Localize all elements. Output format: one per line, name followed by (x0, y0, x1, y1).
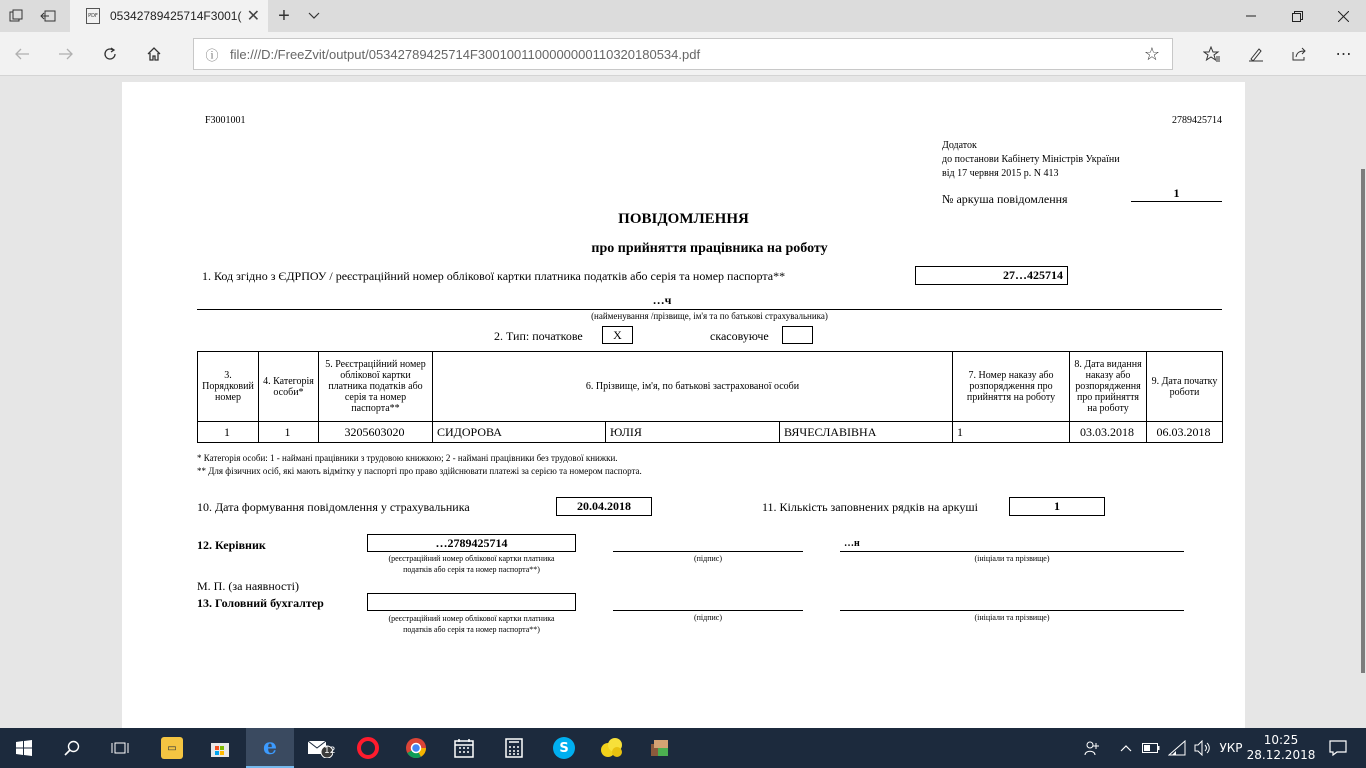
row-order-date: 03.03.2018 (1070, 422, 1147, 443)
more-icon[interactable]: ⋯ (1335, 46, 1353, 63)
favorites-icon[interactable] (1196, 38, 1228, 70)
date-box: 20.04.2018 (556, 497, 652, 516)
rows-count-box: 1 (1009, 497, 1105, 516)
form-code: F3001001 (205, 115, 246, 126)
windows-start-icon[interactable] (0, 728, 48, 768)
row-order-no: 1 (953, 422, 1070, 443)
type-label: 2. Тип: початкове (494, 329, 583, 343)
type-cancel-label: скасовуюче (710, 329, 769, 343)
addendum-line1: Додаток (942, 140, 977, 151)
type-cancel-box (782, 326, 813, 344)
store-icon[interactable] (196, 728, 244, 768)
language-indicator[interactable]: УКР (1219, 741, 1243, 755)
forward-icon[interactable] (50, 38, 82, 70)
pen-icon[interactable] (1240, 38, 1272, 70)
opera-icon[interactable] (344, 728, 392, 768)
header-cell: 3. Порядковий номер (198, 352, 259, 422)
calculator-icon[interactable] (490, 728, 538, 768)
director-signature-line (613, 551, 803, 552)
top-right-code: 2789425714 (1172, 115, 1222, 126)
field11-label: 11. Кількість заповнених рядків на аркуші (762, 500, 978, 514)
row-category: 1 (259, 422, 319, 443)
back-icon[interactable] (6, 38, 38, 70)
header-cell: 4. Категорія особи* (259, 352, 319, 422)
insurer-name: …ч (652, 293, 672, 307)
field1-label: 1. Код згідно з ЄДРПОУ / реєстраційний номер облікової картки платника податків або серія та номер паспорта** (202, 269, 786, 283)
edrpou-box: 27…425714 (915, 266, 1068, 285)
row-tax-id: 3205603020 (319, 422, 433, 443)
accountant-id-caption: (реєстраційний номер облікової картки платника податків або серія та номер паспорта**) (388, 614, 555, 634)
tab-title: 05342789425714F3001( (110, 9, 242, 23)
calendar-icon[interactable] (440, 728, 488, 768)
pdf-icon: PDF (86, 8, 100, 24)
tab-manager-icon[interactable] (0, 0, 32, 32)
notifications-icon[interactable] (1318, 728, 1358, 768)
sheet-number: 1 (1173, 186, 1180, 200)
minimize-icon[interactable] (1228, 0, 1274, 32)
title-bar (0, 0, 1366, 32)
table-row (198, 422, 1223, 443)
pdf-viewer[interactable] (0, 77, 1366, 728)
clock-time: 10:25 (1263, 733, 1299, 747)
director-id-caption: (реєстраційний номер облікової картки платника податків або серія та номер паспорта**) (388, 554, 555, 574)
header-cell: 6. Прізвище, ім'я, по батькові застрахованої особи (433, 352, 953, 422)
document-title: ПОВІДОМЛЕННЯ (618, 211, 749, 227)
row-patronymic: ВЯЧЕСЛАВІВНА (780, 422, 953, 443)
people-icon[interactable] (1080, 728, 1104, 768)
insurer-name-line (197, 309, 1222, 310)
accountant-label: 13. Головний бухгалтер (197, 596, 324, 610)
director-id-box: …2789425714 (367, 534, 576, 552)
director-label: 12. Керівник (197, 538, 266, 552)
new-tab-icon[interactable]: + (278, 4, 290, 27)
insurer-caption: (найменування /прізвище, ім'я та по батькові страхувальника) (591, 311, 828, 321)
director-initials-caption: (ініціали та прізвище) (974, 554, 1050, 563)
type-initial-box: X (602, 326, 633, 344)
header-cell: 8. Дата видання наказу або розпорядження про прийняття на роботу (1070, 352, 1147, 422)
network-icon[interactable] (1165, 728, 1189, 768)
row-start-date: 06.03.2018 (1147, 422, 1223, 443)
tab-pdf[interactable] (70, 0, 268, 32)
document-subtitle: про прийняття працівника на роботу (591, 241, 828, 256)
mail-badge: 12 (324, 746, 336, 756)
director-signature-caption: (підпис) (693, 554, 722, 563)
accountant-signature-line (613, 610, 803, 611)
scrollbar[interactable] (1361, 169, 1365, 673)
sheet-number-line (1131, 201, 1222, 202)
footnote-1: * Категорія особи: 1 - наймані працівники з трудовою книжкою; 2 - наймані працівники без трудової книжки. (197, 453, 618, 463)
clock-date: 28.12.2018 (1246, 748, 1316, 762)
volume-icon[interactable] (1191, 728, 1215, 768)
address-bar[interactable] (193, 38, 1173, 70)
refresh-icon[interactable] (94, 38, 126, 70)
header-cell: 7. Номер наказу або розпорядження про прийняття на роботу (953, 352, 1070, 422)
battery-icon[interactable] (1139, 728, 1163, 768)
sheet-label: № аркуша повідомлення (942, 192, 1068, 206)
restore-icon[interactable] (1274, 0, 1320, 32)
close-window-icon[interactable] (1320, 0, 1366, 32)
share-icon[interactable] (1283, 38, 1315, 70)
chrome-icon[interactable] (392, 728, 440, 768)
file-explorer-icon[interactable]: ▭ (148, 728, 196, 768)
home-icon[interactable] (138, 38, 170, 70)
close-tab-icon[interactable]: ✕ (246, 8, 260, 25)
set-tabs-aside-icon[interactable] (32, 0, 64, 32)
taskbar (0, 728, 1366, 768)
chevron-up-icon[interactable] (1115, 728, 1137, 768)
accountant-id-box (367, 593, 576, 611)
clock[interactable] (1246, 728, 1316, 768)
header-cell: 9. Дата початку роботи (1147, 352, 1223, 422)
field10-label: 10. Дата формування повідомлення у страхувальника (197, 500, 470, 514)
director-name-line (840, 551, 1184, 552)
table-header-row (198, 352, 1223, 422)
accountant-initials-caption: (ініціали та прізвище) (974, 613, 1050, 622)
task-view-icon[interactable] (96, 728, 144, 768)
footnote-2: ** Для фізичних осіб, які мають відмітку у паспорті про право здійснювати платежі за серією та номером паспорта. (197, 466, 642, 476)
edge-icon[interactable]: e (246, 728, 294, 768)
pdf-page (122, 82, 1245, 728)
row-first-name: ЮЛІЯ (606, 422, 780, 443)
accountant-signature-caption: (підпис) (693, 613, 722, 622)
search-icon[interactable] (48, 728, 96, 768)
info-icon[interactable]: ⓘ (205, 47, 219, 63)
row-num: 1 (198, 422, 259, 443)
app-archive-icon[interactable] (636, 728, 684, 768)
header-cell: 5. Реєстраційний номер облікової картки платника податків або серія та номер паспорта** (319, 352, 433, 422)
chevron-down-icon[interactable] (298, 0, 330, 32)
addendum-line3: від 17 червня 2015 р. N 413 (942, 168, 1059, 179)
star-icon[interactable]: ☆ (1143, 44, 1160, 64)
accountant-name-line (840, 610, 1184, 611)
employees-table (197, 351, 1223, 443)
url-input[interactable] (230, 47, 1130, 62)
director-name: …н (844, 538, 860, 549)
skype-icon[interactable]: S (540, 728, 588, 768)
addendum-line2: до постанови Кабінету Міністрів України (942, 154, 1120, 165)
mail-icon[interactable] (296, 728, 344, 768)
row-last-name: СИДОРОВА (433, 422, 606, 443)
app-yellow-icon[interactable] (588, 728, 636, 768)
stamp-label: М. П. (за наявності) (197, 579, 299, 593)
